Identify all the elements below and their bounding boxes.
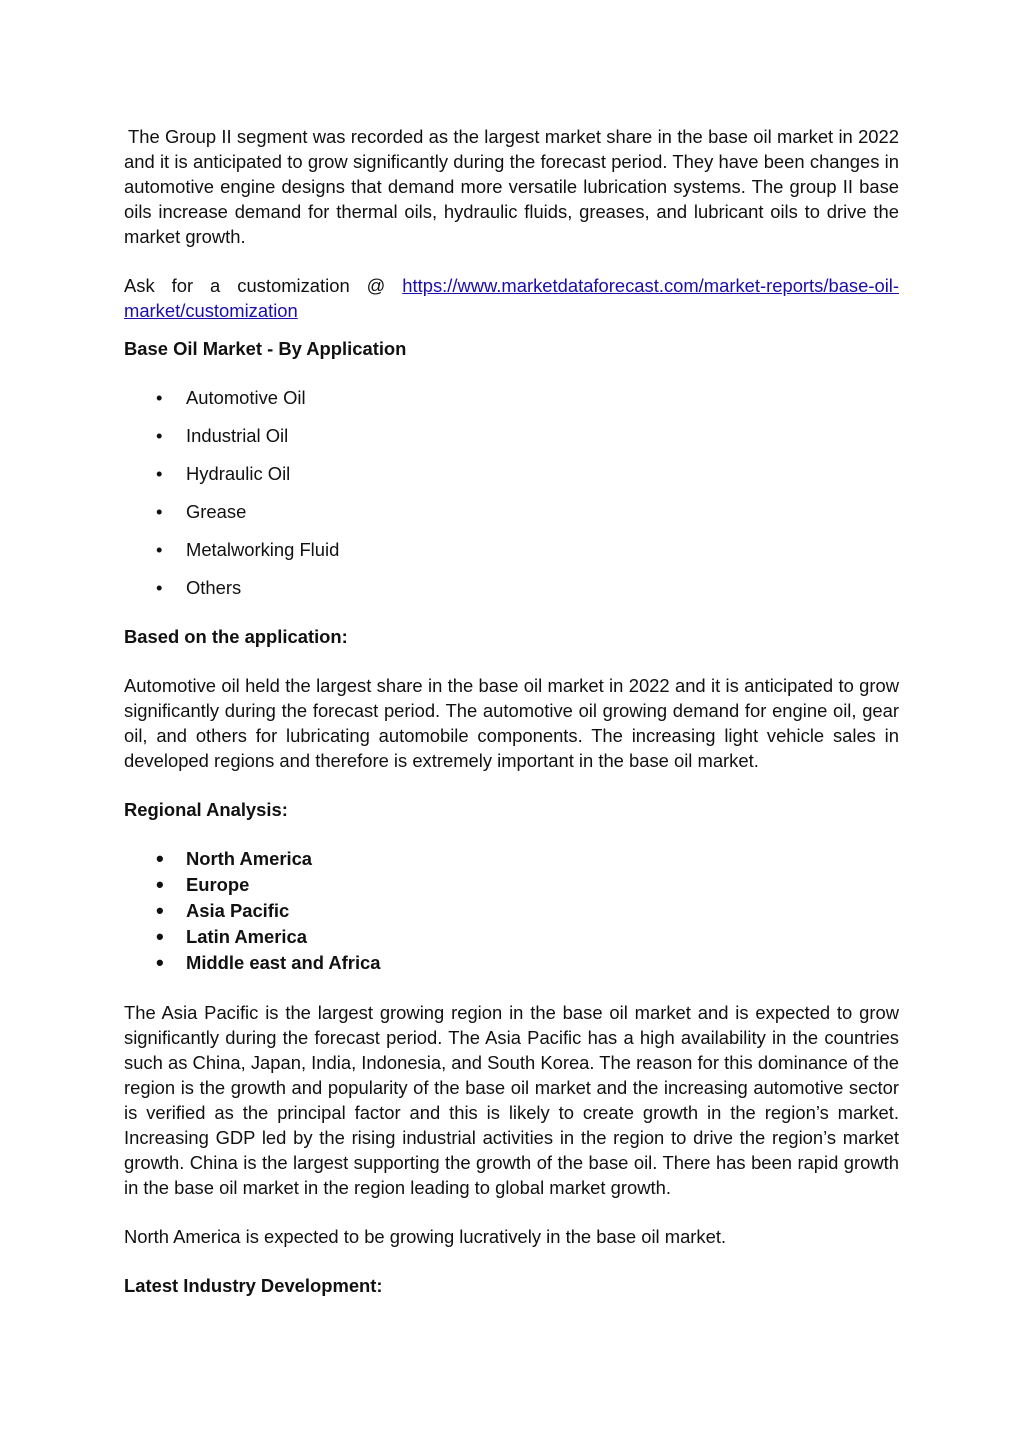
list-item-label: Metalworking Fluid	[186, 539, 340, 560]
bullet-icon: •	[156, 846, 164, 871]
bullet-icon: •	[156, 577, 163, 598]
list-item-label: Hydraulic Oil	[186, 463, 291, 484]
list-item	[124, 423, 899, 461]
latest-development-heading: Latest Industry Development:	[124, 1275, 383, 1296]
list-item	[124, 499, 899, 537]
regional-analysis-heading: Regional Analysis:	[124, 799, 288, 820]
list-item-label: North America	[186, 848, 313, 869]
automotive-paragraph: Automotive oil held the largest share in the base oil market in 2022 and it is anticipated to grow significantly during the forecast period. The automotive oil growing demand for engine oil, gear oil, and others for lubricating automobile components. The increasing light vehicle sales in developed regions and therefore is extremely important in the base oil market.	[124, 675, 899, 771]
customization-paragraph	[124, 273, 899, 323]
list-item-label: Europe	[186, 874, 250, 895]
list-item	[124, 898, 899, 924]
list-item-label: Industrial Oil	[186, 425, 289, 446]
list-item	[124, 950, 899, 976]
list-item-label: Others	[186, 577, 242, 598]
group-ii-paragraph: The Group II segment was recorded as the largest market share in the base oil market in 2022 and it is anticipated to grow significantly during the forecast period. They have been changes in automotive engine designs that demand more versatile lubrication systems. The group II base oils increase demand for thermal oils, hydraulic fluids, greases, and lubricant oils to drive the market growth.	[124, 126, 899, 247]
list-item-label: Asia Pacific	[186, 900, 290, 921]
bullet-icon: •	[156, 924, 164, 949]
list-item	[124, 846, 899, 872]
list-item	[124, 575, 899, 613]
based-on-application-heading: Based on the application:	[124, 626, 348, 647]
list-item	[124, 924, 899, 950]
list-item	[124, 537, 899, 575]
bullet-icon: •	[156, 898, 164, 923]
list-item-label: Middle east and Africa	[186, 952, 381, 973]
bullet-icon: •	[156, 872, 164, 897]
list-item	[124, 461, 899, 499]
application-list	[124, 385, 899, 613]
list-item-label: Grease	[186, 501, 247, 522]
bullet-icon: •	[156, 950, 164, 975]
bullet-icon: •	[156, 387, 163, 408]
region-list	[124, 846, 899, 976]
list-item	[124, 872, 899, 898]
customization-link[interactable]: https://www.marketdataforecast.com/market-reports/base-oil-market/customization	[124, 275, 899, 321]
by-application-heading: Base Oil Market - By Application	[124, 338, 407, 359]
list-item-label: Latin America	[186, 926, 307, 947]
bullet-icon: •	[156, 501, 163, 522]
list-item	[124, 385, 899, 423]
bullet-icon: •	[156, 539, 163, 560]
north-america-paragraph: North America is expected to be growing lucratively in the base oil market.	[124, 1226, 727, 1247]
bullet-icon: •	[156, 425, 163, 446]
customization-prefix: Ask for a customization @	[124, 275, 403, 296]
list-item-label: Automotive Oil	[186, 387, 306, 408]
bullet-icon: •	[156, 463, 163, 484]
asia-pacific-paragraph: The Asia Pacific is the largest growing region in the base oil market and is expected to grow significantly during the forecast period. The Asia Pacific has a high availability in the countries such as China, Japan, India, Indonesia, and South Korea. The reason for this dominance of the region is the growth and popularity of the base oil market and the increasing automotive sector is verified as the principal factor and this is likely to create growth in the region’s market. Increasing GDP led by the rising industrial activities in the region to drive the region’s market growth. China is the largest supporting the growth of the base oil. There has been rapid growth in the base oil market in the region leading to global market growth.	[124, 1002, 899, 1198]
